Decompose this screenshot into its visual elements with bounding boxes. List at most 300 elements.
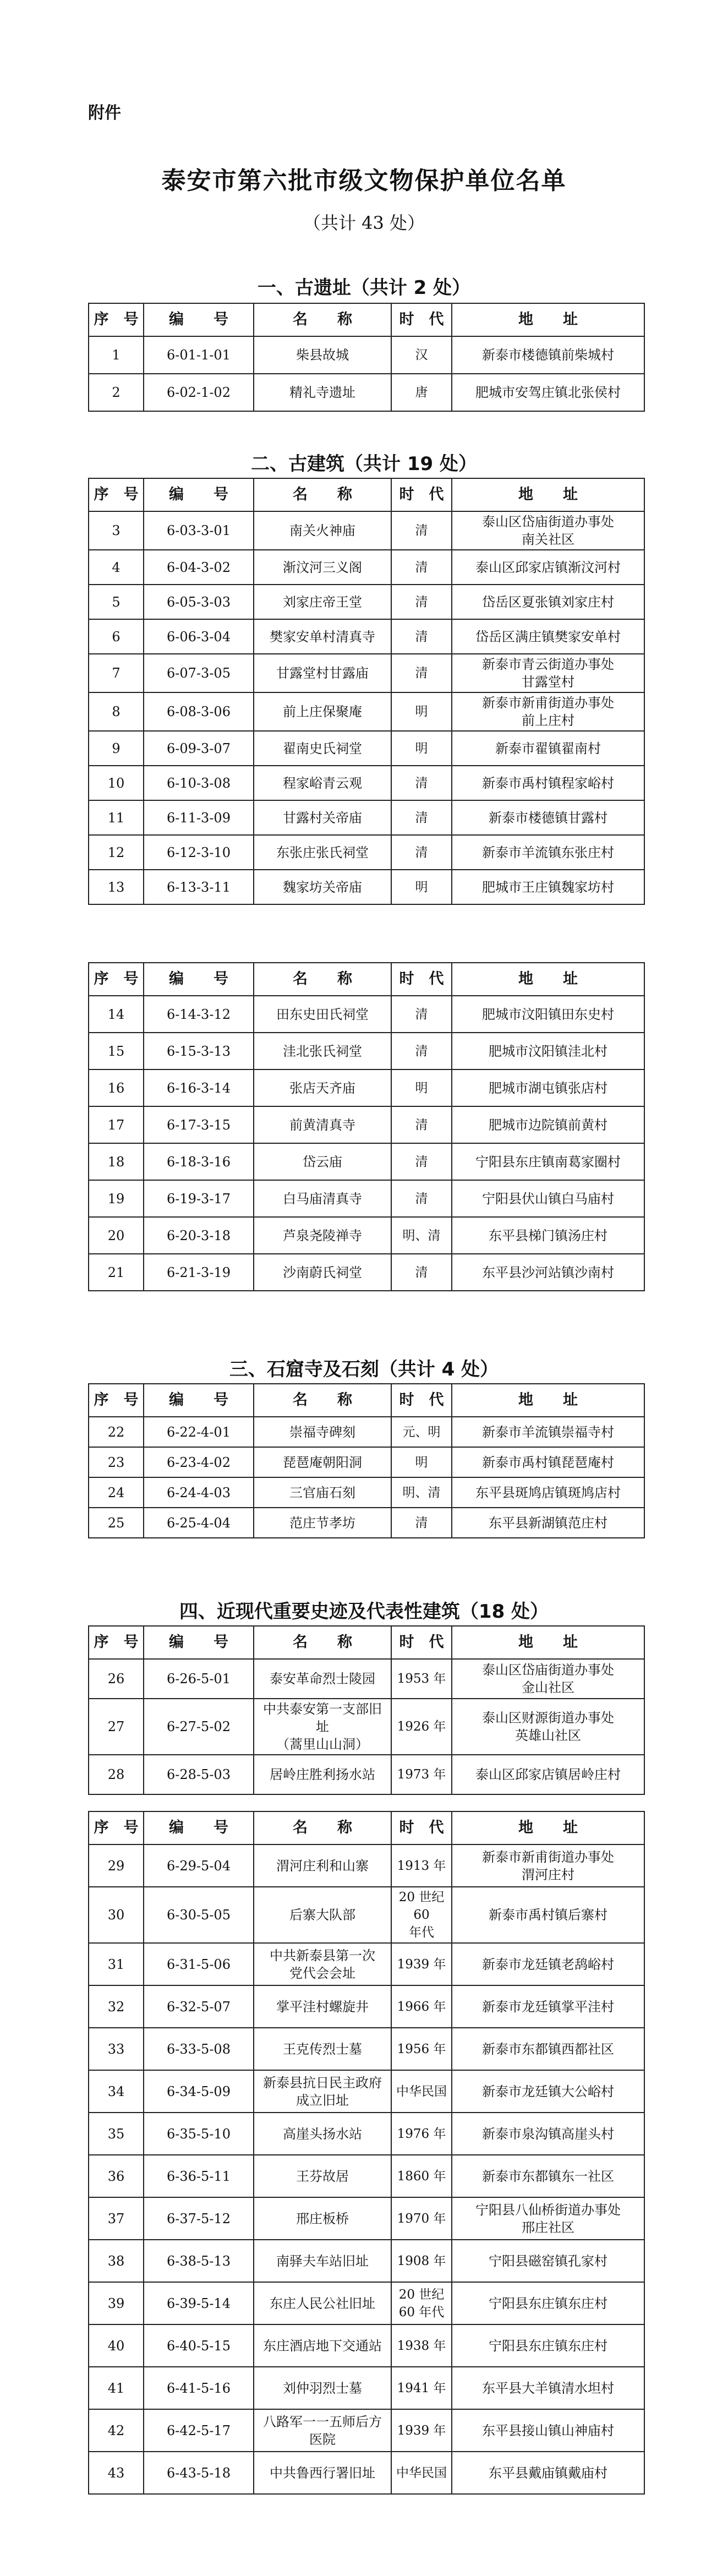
- table-row: [89, 1143, 644, 1180]
- table-row: [89, 550, 644, 585]
- header-site-name: 名 称: [254, 1811, 391, 1844]
- table-row: [89, 2452, 644, 2494]
- cell-site-name: 三官庙石刻: [254, 1477, 391, 1508]
- cell-site-name: 中共鲁西行署旧址: [254, 2452, 391, 2494]
- table-row: [89, 2240, 644, 2282]
- cell-code: 6-01-1-01: [144, 336, 254, 374]
- cell-row-number: 39: [89, 2282, 144, 2324]
- cell-era: 清: [391, 654, 452, 692]
- table-row: [89, 2070, 644, 2113]
- cell-row-number: 43: [89, 2452, 144, 2494]
- cell-row-number: 11: [89, 800, 144, 835]
- header-row-number: 序 号: [89, 1384, 144, 1417]
- header-address: 地 址: [452, 303, 644, 336]
- cell-site-name: 新泰县抗日民主政府 成立旧址: [254, 2070, 391, 2113]
- cell-code: 6-11-3-09: [144, 800, 254, 835]
- header-era: 时 代: [391, 1384, 452, 1417]
- cell-row-number: 37: [89, 2197, 144, 2240]
- table-header-row: [89, 1811, 644, 1844]
- cell-code: 6-16-3-14: [144, 1069, 254, 1106]
- cell-row-number: 41: [89, 2367, 144, 2409]
- cell-row-number: 12: [89, 835, 144, 870]
- table-row: [89, 2324, 644, 2367]
- table-row: [89, 835, 644, 870]
- cell-era: 清: [391, 511, 452, 550]
- cell-era: 明、清: [391, 1217, 452, 1254]
- cell-code: 6-27-5-02: [144, 1699, 254, 1755]
- cell-code: 6-24-4-03: [144, 1477, 254, 1508]
- cell-code: 6-31-5-06: [144, 1943, 254, 1985]
- cell-row-number: 21: [89, 1254, 144, 1291]
- cell-site-name: 琵琶庵朝阳洞: [254, 1447, 391, 1477]
- header-era: 时 代: [391, 1626, 452, 1659]
- table-row: [89, 1069, 644, 1106]
- cell-code: 6-20-3-18: [144, 1217, 254, 1254]
- cell-code: 6-32-5-07: [144, 1985, 254, 2028]
- cell-era: 20 世纪 60 年代: [391, 2282, 452, 2324]
- header-address: 地 址: [452, 1626, 644, 1659]
- cell-code: 6-30-5-05: [144, 1887, 254, 1943]
- header-code: 编 号: [144, 1626, 254, 1659]
- cell-site-name: 白马庙清真寺: [254, 1180, 391, 1217]
- cell-site-name: 南驿夫车站旧址: [254, 2240, 391, 2282]
- cell-site-name: 掌平洼村螺旋井: [254, 1985, 391, 2028]
- cell-site-name: 八路军一一五师后方 医院: [254, 2409, 391, 2452]
- cell-site-name: 王克传烈士墓: [254, 2028, 391, 2070]
- cell-era: 清: [391, 766, 452, 800]
- cell-row-number: 8: [89, 692, 144, 731]
- cell-row-number: 14: [89, 996, 144, 1033]
- cell-address: 泰山区邱家店镇渐汶河村: [452, 550, 644, 585]
- cell-era: 明: [391, 692, 452, 731]
- cell-site-name: 魏家坊关帝庙: [254, 870, 391, 904]
- cell-code: 6-13-3-11: [144, 870, 254, 904]
- cell-era: 清: [391, 1508, 452, 1538]
- cell-site-name: 东张庄张氏祠堂: [254, 835, 391, 870]
- table-header-row: [89, 1626, 644, 1659]
- cell-code: 6-28-5-03: [144, 1755, 254, 1794]
- cell-site-name: 樊家安单村清真寺: [254, 619, 391, 654]
- cell-row-number: 3: [89, 511, 144, 550]
- cell-code: 6-35-5-10: [144, 2113, 254, 2155]
- cell-era: 清: [391, 1106, 452, 1143]
- cell-code: 6-09-3-07: [144, 731, 254, 766]
- cell-site-name: 东庄酒店地下交通站: [254, 2324, 391, 2367]
- table-row: [89, 1447, 644, 1477]
- cell-site-name: 居岭庄胜利扬水站: [254, 1755, 391, 1794]
- cell-code: 6-25-4-04: [144, 1508, 254, 1538]
- cell-address: 新泰市龙廷镇大公峪村: [452, 2070, 644, 2113]
- section-title-ancient-buildings: 二、古建筑（共计 19 处）: [251, 453, 477, 475]
- table-header-row: [89, 478, 644, 511]
- cell-row-number: 38: [89, 2240, 144, 2282]
- table-row: [89, 1659, 644, 1699]
- cell-address: 宁阳县磁窑镇孔家村: [452, 2240, 644, 2282]
- cell-era: 1973 年: [391, 1755, 452, 1794]
- cell-era: 1926 年: [391, 1699, 452, 1755]
- cell-code: 6-39-5-14: [144, 2282, 254, 2324]
- cell-code: 6-26-5-01: [144, 1659, 254, 1699]
- table-row: [89, 2028, 644, 2070]
- cell-row-number: 15: [89, 1033, 144, 1069]
- cell-code: 6-40-5-15: [144, 2324, 254, 2367]
- heritage-table-modern-sites-1: [88, 1625, 645, 1795]
- header-site-name: 名 称: [254, 478, 391, 511]
- cell-code: 6-33-5-08: [144, 2028, 254, 2070]
- cell-address: 肥城市汶阳镇洼北村: [452, 1033, 644, 1069]
- cell-site-name: 渐汶河三义阁: [254, 550, 391, 585]
- header-site-name: 名 称: [254, 1384, 391, 1417]
- cell-era: 元、明: [391, 1417, 452, 1447]
- cell-row-number: 25: [89, 1508, 144, 1538]
- cell-address: 宁阳县东庄镇东庄村: [452, 2324, 644, 2367]
- cell-era: 清: [391, 835, 452, 870]
- cell-address: 泰山区财源街道办事处 英雄山社区: [452, 1699, 644, 1755]
- cell-address: 新泰市青云街道办事处 甘露堂村: [452, 654, 644, 692]
- cell-site-name: 渭河庄利和山寨: [254, 1844, 391, 1887]
- cell-row-number: 18: [89, 1143, 144, 1180]
- cell-address: 新泰市羊流镇东张庄村: [452, 835, 644, 870]
- cell-address: 宁阳县伏山镇白马庙村: [452, 1180, 644, 1217]
- table-row: [89, 1417, 644, 1447]
- cell-era: 明: [391, 1447, 452, 1477]
- header-row-number: 序 号: [89, 963, 144, 996]
- cell-site-name: 芦泉尧陵禅寺: [254, 1217, 391, 1254]
- cell-era: 1939 年: [391, 2409, 452, 2452]
- cell-site-name: 前上庄保聚庵: [254, 692, 391, 731]
- cell-address: 东平县戴庙镇戴庙村: [452, 2452, 644, 2494]
- table-row: [89, 619, 644, 654]
- table-row: [89, 1755, 644, 1794]
- cell-code: 6-36-5-11: [144, 2155, 254, 2197]
- cell-code: 6-03-3-01: [144, 511, 254, 550]
- cell-address: 新泰市龙廷镇老鸹峪村: [452, 1943, 644, 1985]
- table-row: [89, 2155, 644, 2197]
- cell-address: 新泰市楼德镇前柴城村: [452, 336, 644, 374]
- cell-era: 清: [391, 585, 452, 619]
- table-row: [89, 2113, 644, 2155]
- table-row: [89, 1508, 644, 1538]
- cell-era: 明: [391, 1069, 452, 1106]
- table-row: [89, 1985, 644, 2028]
- cell-address: 肥城市汶阳镇田东史村: [452, 996, 644, 1033]
- cell-code: 6-06-3-04: [144, 619, 254, 654]
- header-address: 地 址: [452, 1384, 644, 1417]
- header-era: 时 代: [391, 303, 452, 336]
- header-era: 时 代: [391, 1811, 452, 1844]
- cell-row-number: 32: [89, 1985, 144, 2028]
- header-address: 地 址: [452, 478, 644, 511]
- cell-site-name: 范庄节孝坊: [254, 1508, 391, 1538]
- cell-address: 新泰市东都镇西都社区: [452, 2028, 644, 2070]
- header-row-number: 序 号: [89, 1626, 144, 1659]
- cell-address: 肥城市湖屯镇张店村: [452, 1069, 644, 1106]
- cell-site-name: 王芬故居: [254, 2155, 391, 2197]
- cell-site-name: 后寨大队部: [254, 1887, 391, 1943]
- cell-row-number: 13: [89, 870, 144, 904]
- cell-address: 宁阳县东庄镇南葛家圈村: [452, 1143, 644, 1180]
- table-row: [89, 2409, 644, 2452]
- cell-site-name: 翟南史氏祠堂: [254, 731, 391, 766]
- cell-site-name: 高崖头扬水站: [254, 2113, 391, 2155]
- cell-era: 清: [391, 800, 452, 835]
- cell-row-number: 1: [89, 336, 144, 374]
- cell-era: 1970 年: [391, 2197, 452, 2240]
- table-row: [89, 654, 644, 692]
- cell-address: 新泰市翟镇翟南村: [452, 731, 644, 766]
- cell-code: 6-29-5-04: [144, 1844, 254, 1887]
- heritage-table-modern-sites-2: [88, 1811, 645, 2495]
- table-row: [89, 1477, 644, 1508]
- page-title: 泰安市第六批市级文物保护单位名单: [161, 167, 567, 195]
- header-site-name: 名 称: [254, 303, 391, 336]
- cell-era: 1976 年: [391, 2113, 452, 2155]
- header-code: 编 号: [144, 963, 254, 996]
- cell-code: 6-38-5-13: [144, 2240, 254, 2282]
- table-row: [89, 336, 644, 374]
- cell-era: 1966 年: [391, 1985, 452, 2028]
- cell-address: 肥城市边院镇前黄村: [452, 1106, 644, 1143]
- cell-code: 6-10-3-08: [144, 766, 254, 800]
- cell-code: 6-37-5-12: [144, 2197, 254, 2240]
- cell-era: 清: [391, 996, 452, 1033]
- cell-code: 6-43-5-18: [144, 2452, 254, 2494]
- cell-code: 6-23-4-02: [144, 1447, 254, 1477]
- cell-address: 岱岳区夏张镇刘家庄村: [452, 585, 644, 619]
- cell-site-name: 崇福寺碑刻: [254, 1417, 391, 1447]
- cell-code: 6-22-4-01: [144, 1417, 254, 1447]
- heritage-table-grottoes-carvings: [88, 1383, 645, 1538]
- cell-address: 新泰市新甫街道办事处 渭河庄村: [452, 1844, 644, 1887]
- cell-site-name: 刘仲羽烈士墓: [254, 2367, 391, 2409]
- cell-era: 1913 年: [391, 1844, 452, 1887]
- cell-address: 新泰市新甫街道办事处 前上庄村: [452, 692, 644, 731]
- cell-row-number: 10: [89, 766, 144, 800]
- table-row: [89, 2367, 644, 2409]
- cell-row-number: 19: [89, 1180, 144, 1217]
- table-row: [89, 1699, 644, 1755]
- heritage-table-ancient-buildings-1: [88, 478, 645, 905]
- cell-site-name: 岱云庙: [254, 1143, 391, 1180]
- cell-row-number: 42: [89, 2409, 144, 2452]
- cell-address: 泰山区岱庙街道办事处 南关社区: [452, 511, 644, 550]
- header-code: 编 号: [144, 478, 254, 511]
- cell-row-number: 5: [89, 585, 144, 619]
- cell-era: 中华民国: [391, 2452, 452, 2494]
- table-row: [89, 1887, 644, 1943]
- cell-site-name: 邢庄板桥: [254, 2197, 391, 2240]
- cell-row-number: 7: [89, 654, 144, 692]
- cell-site-name: 田东史田氏祠堂: [254, 996, 391, 1033]
- cell-site-name: 精礼寺遗址: [254, 374, 391, 411]
- cell-site-name: 甘露村关帝庙: [254, 800, 391, 835]
- table-row: [89, 511, 644, 550]
- cell-code: 6-18-3-16: [144, 1143, 254, 1180]
- cell-site-name: 南关火神庙: [254, 511, 391, 550]
- table-header-row: [89, 963, 644, 996]
- cell-code: 6-07-3-05: [144, 654, 254, 692]
- cell-site-name: 程家峪青云观: [254, 766, 391, 800]
- cell-era: 清: [391, 1143, 452, 1180]
- cell-code: 6-41-5-16: [144, 2367, 254, 2409]
- header-row-number: 序 号: [89, 478, 144, 511]
- cell-row-number: 16: [89, 1069, 144, 1106]
- cell-address: 新泰市楼德镇甘露村: [452, 800, 644, 835]
- cell-site-name: 东庄人民公社旧址: [254, 2282, 391, 2324]
- cell-code: 6-04-3-02: [144, 550, 254, 585]
- cell-site-name: 洼北张氏祠堂: [254, 1033, 391, 1069]
- cell-era: 清: [391, 550, 452, 585]
- cell-row-number: 30: [89, 1887, 144, 1943]
- cell-era: 1939 年: [391, 1943, 452, 1985]
- cell-site-name: 沙南蔚氏祠堂: [254, 1254, 391, 1291]
- cell-site-name: 甘露堂村甘露庙: [254, 654, 391, 692]
- cell-era: 汉: [391, 336, 452, 374]
- cell-era: 1860 年: [391, 2155, 452, 2197]
- header-code: 编 号: [144, 1811, 254, 1844]
- cell-address: 岱岳区满庄镇樊家安单村: [452, 619, 644, 654]
- cell-address: 新泰市泉沟镇高崖头村: [452, 2113, 644, 2155]
- cell-row-number: 23: [89, 1447, 144, 1477]
- cell-row-number: 36: [89, 2155, 144, 2197]
- cell-row-number: 9: [89, 731, 144, 766]
- table-row: [89, 731, 644, 766]
- cell-row-number: 6: [89, 619, 144, 654]
- cell-code: 6-17-3-15: [144, 1106, 254, 1143]
- cell-code: 6-05-3-03: [144, 585, 254, 619]
- cell-row-number: 35: [89, 2113, 144, 2155]
- cell-address: 泰山区岱庙街道办事处 金山社区: [452, 1659, 644, 1699]
- cell-address: 宁阳县东庄镇东庄村: [452, 2282, 644, 2324]
- header-row-number: 序 号: [89, 303, 144, 336]
- table-row: [89, 1033, 644, 1069]
- cell-code: 6-15-3-13: [144, 1033, 254, 1069]
- cell-era: 中华民国: [391, 2070, 452, 2113]
- cell-row-number: 34: [89, 2070, 144, 2113]
- cell-row-number: 28: [89, 1755, 144, 1794]
- cell-address: 肥城市王庄镇魏家坊村: [452, 870, 644, 904]
- cell-row-number: 17: [89, 1106, 144, 1143]
- cell-row-number: 22: [89, 1417, 144, 1447]
- heritage-table-ancient-buildings-2: [88, 962, 645, 1291]
- cell-address: 新泰市禹村镇琵琶庵村: [452, 1447, 644, 1477]
- header-site-name: 名 称: [254, 1626, 391, 1659]
- header-address: 地 址: [452, 1811, 644, 1844]
- cell-address: 东平县新湖镇范庄村: [452, 1508, 644, 1538]
- table-row: [89, 585, 644, 619]
- cell-code: 6-34-5-09: [144, 2070, 254, 2113]
- cell-era: 清: [391, 619, 452, 654]
- cell-code: 6-12-3-10: [144, 835, 254, 870]
- cell-era: 1941 年: [391, 2367, 452, 2409]
- table-row: [89, 1180, 644, 1217]
- header-code: 编 号: [144, 1384, 254, 1417]
- cell-address: 东平县斑鸠店镇斑鸠店村: [452, 1477, 644, 1508]
- header-address: 地 址: [452, 963, 644, 996]
- attachment-label: 附件: [88, 103, 121, 123]
- cell-site-name: 刘家庄帝王堂: [254, 585, 391, 619]
- cell-era: 清: [391, 1033, 452, 1069]
- cell-address: 泰山区邱家店镇居岭庄村: [452, 1755, 644, 1794]
- cell-row-number: 2: [89, 374, 144, 411]
- table-row: [89, 1254, 644, 1291]
- cell-address: 新泰市禹村镇程家峪村: [452, 766, 644, 800]
- table-row: [89, 374, 644, 411]
- section-title-grottoes-carvings: 三、石窟寺及石刻（共计 4 处）: [229, 1358, 499, 1380]
- cell-code: 6-21-3-19: [144, 1254, 254, 1291]
- cell-address: 新泰市羊流镇崇福寺村: [452, 1417, 644, 1447]
- cell-era: 唐: [391, 374, 452, 411]
- table-row: [89, 1943, 644, 1985]
- cell-address: 东平县沙河站镇沙南村: [452, 1254, 644, 1291]
- cell-site-name: 张店天齐庙: [254, 1069, 391, 1106]
- cell-address: 宁阳县八仙桥街道办事处 邢庄社区: [452, 2197, 644, 2240]
- cell-code: 6-14-3-12: [144, 996, 254, 1033]
- cell-row-number: 29: [89, 1844, 144, 1887]
- cell-era: 明: [391, 731, 452, 766]
- cell-address: 东平县大羊镇清水坦村: [452, 2367, 644, 2409]
- cell-site-name: 前黄清真寺: [254, 1106, 391, 1143]
- cell-era: 清: [391, 1254, 452, 1291]
- table-row: [89, 692, 644, 731]
- table-row: [89, 2282, 644, 2324]
- cell-era: 1908 年: [391, 2240, 452, 2282]
- cell-row-number: 26: [89, 1659, 144, 1699]
- cell-era: 1938 年: [391, 2324, 452, 2367]
- cell-address: 新泰市东都镇东一社区: [452, 2155, 644, 2197]
- cell-code: 6-02-1-02: [144, 374, 254, 411]
- cell-row-number: 20: [89, 1217, 144, 1254]
- table-row: [89, 1217, 644, 1254]
- cell-era: 清: [391, 1180, 452, 1217]
- cell-row-number: 33: [89, 2028, 144, 2070]
- table-header-row: [89, 303, 644, 336]
- cell-site-name: 中共泰安第一支部旧址 （蒿里山山洞）: [254, 1699, 391, 1755]
- header-site-name: 名 称: [254, 963, 391, 996]
- table-row: [89, 800, 644, 835]
- cell-code: 6-19-3-17: [144, 1180, 254, 1217]
- header-era: 时 代: [391, 963, 452, 996]
- table-row: [89, 996, 644, 1033]
- section-title-ancient-sites: 一、古遗址（共计 2 处）: [257, 277, 471, 299]
- cell-address: 新泰市龙廷镇掌平洼村: [452, 1985, 644, 2028]
- cell-era: 20 世纪 60 年代: [391, 1887, 452, 1943]
- header-code: 编 号: [144, 303, 254, 336]
- cell-era: 明: [391, 870, 452, 904]
- cell-code: 6-42-5-17: [144, 2409, 254, 2452]
- section-title-modern-sites: 四、近现代重要史迹及代表性建筑（18 处）: [179, 1601, 549, 1623]
- cell-row-number: 27: [89, 1699, 144, 1755]
- cell-era: 1953 年: [391, 1659, 452, 1699]
- cell-address: 新泰市禹村镇后寨村: [452, 1887, 644, 1943]
- cell-row-number: 24: [89, 1477, 144, 1508]
- cell-address: 东平县梯门镇汤庄村: [452, 1217, 644, 1254]
- cell-site-name: 中共新泰县第一次 党代会会址: [254, 1943, 391, 1985]
- table-row: [89, 2197, 644, 2240]
- cell-era: 1956 年: [391, 2028, 452, 2070]
- heritage-table-ancient-sites: [88, 303, 645, 412]
- table-row: [89, 766, 644, 800]
- table-row: [89, 870, 644, 904]
- header-row-number: 序 号: [89, 1811, 144, 1844]
- cell-address: 东平县接山镇山神庙村: [452, 2409, 644, 2452]
- cell-site-name: 柴县故城: [254, 336, 391, 374]
- cell-site-name: 泰安革命烈士陵园: [254, 1659, 391, 1699]
- cell-era: 明、清: [391, 1477, 452, 1508]
- page-subtitle: （共计 43 处）: [303, 212, 425, 233]
- cell-address: 肥城市安驾庄镇北张侯村: [452, 374, 644, 411]
- table-row: [89, 1844, 644, 1887]
